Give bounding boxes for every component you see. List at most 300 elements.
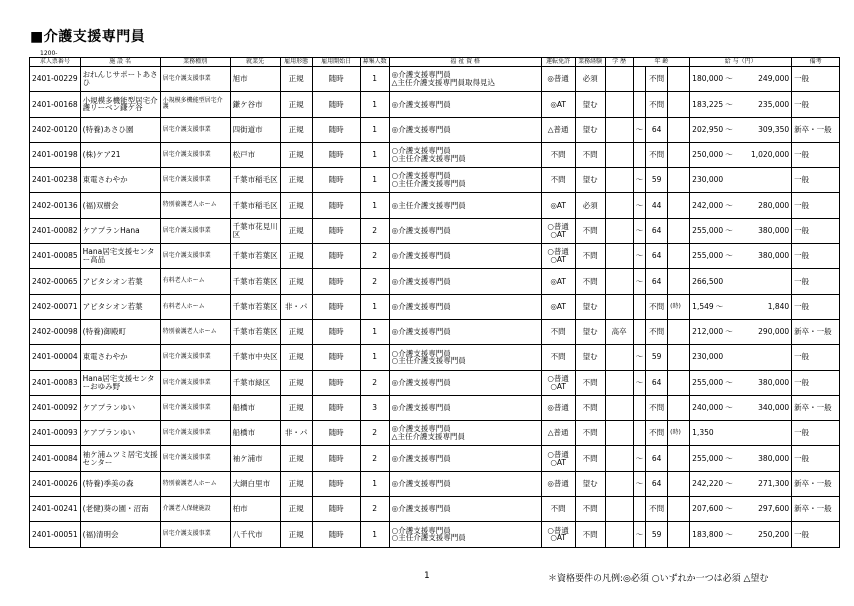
recruit-count: 2: [360, 497, 389, 522]
header-name: 施 設 名: [80, 58, 160, 67]
header-location: 就業先: [230, 58, 280, 67]
salary-tilde: ～: [725, 150, 733, 160]
age: 64: [646, 370, 668, 395]
education: [605, 67, 633, 92]
age: 59: [646, 345, 668, 370]
facility-name: アピタシオン若葉: [80, 269, 160, 294]
salary-range: [692, 379, 789, 387]
salary-tilde: ～: [725, 377, 733, 387]
start-date: 随時: [312, 446, 360, 471]
license: [541, 395, 575, 420]
code-label: 1200-: [40, 50, 58, 57]
note: 一般: [792, 244, 840, 269]
age-prefix: ～: [633, 218, 646, 243]
salary-min: 255,000: [692, 453, 724, 463]
qualification-line: ◎介護支援専門員: [391, 377, 451, 387]
age: 64: [646, 218, 668, 243]
age: 不問: [646, 67, 668, 92]
experience: 望む: [575, 345, 605, 370]
job-id: 2401-00083: [30, 370, 81, 395]
license-line: ○普通: [547, 247, 569, 257]
table-row: [30, 446, 840, 471]
license: [541, 92, 575, 117]
business-type: 居宅介護支援事業: [160, 168, 230, 193]
salary-tilde: ～: [725, 529, 733, 539]
salary-range: [692, 505, 789, 513]
age: 64: [646, 446, 668, 471]
qualification: [389, 395, 541, 420]
work-location: 船橋市: [230, 421, 280, 446]
salary-max: 290,000: [758, 327, 790, 337]
license-line: ◎AT: [550, 301, 567, 311]
note: 一般: [792, 218, 840, 243]
license-line: ○AT: [550, 381, 567, 391]
license: [541, 269, 575, 294]
work-location: 松戸市: [230, 142, 280, 167]
header-license: 運転免許: [541, 58, 575, 67]
salary-tilde: ～: [725, 453, 733, 463]
facility-name: 東電さわやか: [80, 345, 160, 370]
qualification: [389, 497, 541, 522]
license-line: ○普通: [547, 373, 569, 383]
salary-range: [692, 404, 789, 412]
facility-name: (老健)葵の園・沼南: [80, 497, 160, 522]
salary: [690, 244, 792, 269]
business-type: 居宅介護支援事業: [160, 67, 230, 92]
facility-name: Hana居宅支援センターおゆみ野: [80, 370, 160, 395]
age: 不問: [646, 319, 668, 344]
start-date: 随時: [312, 218, 360, 243]
header-age: 年 齢: [633, 58, 690, 67]
work-location: 船橋市: [230, 395, 280, 420]
qualification-line: ○主任介護支援専門員: [391, 356, 466, 366]
business-type: 有料老人ホーム: [160, 294, 230, 319]
qualification-line: ◎介護支援専門員: [391, 453, 451, 463]
education: [605, 446, 633, 471]
experience: 望む: [575, 92, 605, 117]
salary-min: 1,549: [692, 301, 714, 311]
age: 44: [646, 193, 668, 218]
business-type: 居宅介護支援事業: [160, 218, 230, 243]
note: 一般: [792, 92, 840, 117]
qualification: [389, 421, 541, 446]
table-row: [30, 345, 840, 370]
license-line: 不問: [550, 150, 566, 160]
salary: [690, 471, 792, 496]
salary-tilde: ～: [725, 99, 733, 109]
license: [541, 244, 575, 269]
start-date: 随時: [312, 117, 360, 142]
recruit-count: 1: [360, 92, 389, 117]
experience: 必須: [575, 67, 605, 92]
facility-name: ケアプランHana: [80, 218, 160, 243]
start-date: 随時: [312, 142, 360, 167]
start-date: 随時: [312, 370, 360, 395]
qualification-line: ○主任介護支援専門員: [391, 154, 466, 164]
note: 新卒・一般: [792, 395, 840, 420]
salary-min: 266,500: [692, 276, 724, 286]
job-id: 2401-00004: [30, 345, 81, 370]
license-line: 不問: [550, 504, 566, 514]
salary: [690, 294, 792, 319]
experience: 不問: [575, 395, 605, 420]
age-prefix: ～: [633, 193, 646, 218]
qualification: [389, 218, 541, 243]
salary: [690, 345, 792, 370]
age: 不問: [646, 497, 668, 522]
qualification-line: ◎主任介護支援専門員: [391, 200, 466, 210]
age-note: [668, 218, 690, 243]
age-note: [668, 142, 690, 167]
employment-form: 正規: [280, 471, 312, 496]
salary-tilde: ～: [715, 301, 724, 311]
salary: [690, 269, 792, 294]
facility-name: (福)双樹会: [80, 193, 160, 218]
note: 一般: [792, 522, 840, 547]
salary-min: 202,950: [692, 124, 724, 134]
note: 新卒・一般: [792, 471, 840, 496]
employment-form: 正規: [280, 92, 312, 117]
salary-range: [692, 126, 789, 134]
salary-min: 255,000: [692, 251, 724, 261]
job-id: 2401-00238: [30, 168, 81, 193]
facility-name: ケアプランゆい: [80, 421, 160, 446]
business-type: 居宅介護支援事業: [160, 421, 230, 446]
age-note: [668, 269, 690, 294]
license: [541, 193, 575, 218]
job-id: 2402-00071: [30, 294, 81, 319]
education: [605, 294, 633, 319]
age: 不問: [646, 395, 668, 420]
age: 不問: [646, 294, 668, 319]
qualification-line: ◎介護支援専門員: [391, 276, 451, 286]
employment-form: 正規: [280, 522, 312, 547]
license: [541, 294, 575, 319]
table-row: [30, 193, 840, 218]
facility-name: (株)ケア21: [80, 142, 160, 167]
qualification-line: ◎介護支援専門員: [391, 327, 451, 337]
education: [605, 193, 633, 218]
recruit-count: 1: [360, 522, 389, 547]
header-id: 求人票番号: [30, 58, 81, 67]
start-date: 随時: [312, 67, 360, 92]
salary: [690, 67, 792, 92]
qualification-line: ◎介護支援専門員: [391, 403, 451, 413]
job-id: 2401-00093: [30, 421, 81, 446]
salary-tilde: ～: [725, 504, 733, 514]
job-id: 2402-00136: [30, 193, 81, 218]
salary-range: [692, 75, 789, 83]
age: 不問: [646, 142, 668, 167]
education: [605, 522, 633, 547]
note: 新卒・一般: [792, 497, 840, 522]
table-row: [30, 142, 840, 167]
salary-range: [692, 353, 789, 361]
license-line: 不問: [550, 327, 566, 337]
employment-form: 正規: [280, 244, 312, 269]
facility-name: Hana居宅支援センター高品: [80, 244, 160, 269]
age-note: [668, 67, 690, 92]
qualification: [389, 168, 541, 193]
salary-range: [692, 252, 789, 260]
salary-tilde: ～: [725, 251, 733, 261]
education: [605, 421, 633, 446]
table-row: [30, 421, 840, 446]
work-location: 千葉市稲毛区: [230, 168, 280, 193]
employment-form: 正規: [280, 345, 312, 370]
start-date: 随時: [312, 92, 360, 117]
job-id: 2401-00085: [30, 244, 81, 269]
start-date: 随時: [312, 168, 360, 193]
salary: [690, 446, 792, 471]
experience: 不問: [575, 446, 605, 471]
license-line: ◎AT: [550, 99, 567, 109]
experience: 不問: [575, 497, 605, 522]
salary-max: 340,000: [758, 403, 790, 413]
job-id: 2402-00065: [30, 269, 81, 294]
experience: 不問: [575, 218, 605, 243]
salary-min: 240,000: [692, 403, 724, 413]
age: 59: [646, 522, 668, 547]
job-id: 2401-00026: [30, 471, 81, 496]
recruit-count: 2: [360, 421, 389, 446]
license: [541, 218, 575, 243]
salary-range: [692, 151, 789, 159]
salary-max: 249,000: [758, 74, 790, 84]
employment-form: 正規: [280, 67, 312, 92]
note: 一般: [792, 294, 840, 319]
license-line: ○AT: [550, 533, 567, 543]
experience: 不問: [575, 269, 605, 294]
salary-tilde: ～: [725, 124, 733, 134]
qualification: [389, 92, 541, 117]
salary-tilde: ～: [725, 478, 733, 488]
experience: 望む: [575, 168, 605, 193]
salary: [690, 522, 792, 547]
recruit-count: 2: [360, 244, 389, 269]
salary-max: 271,300: [758, 478, 790, 488]
facility-name: ケアプランゆい: [80, 395, 160, 420]
job-id: 2401-00082: [30, 218, 81, 243]
employment-form: 正規: [280, 218, 312, 243]
education: [605, 370, 633, 395]
age-note: (時): [668, 294, 690, 319]
start-date: 随時: [312, 471, 360, 496]
work-location: 四街道市: [230, 117, 280, 142]
license-line: ◎普通: [547, 478, 569, 488]
salary-max: 380,000: [758, 251, 790, 261]
age-note: [668, 446, 690, 471]
employment-form: 正規: [280, 370, 312, 395]
work-location: 千葉市若葉区: [230, 319, 280, 344]
experience: 不問: [575, 244, 605, 269]
salary: [690, 395, 792, 420]
business-type: 特別養護老人ホーム: [160, 193, 230, 218]
employment-form: 非・パ: [280, 421, 312, 446]
business-type: 特別養護老人ホーム: [160, 471, 230, 496]
license: [541, 446, 575, 471]
recruit-count: 1: [360, 345, 389, 370]
note: 一般: [792, 421, 840, 446]
education: [605, 142, 633, 167]
page-title: ■介護支援専門員: [30, 29, 146, 45]
age: 不問: [646, 421, 668, 446]
start-date: 随時: [312, 269, 360, 294]
table-row: [30, 497, 840, 522]
experience: 望む: [575, 471, 605, 496]
work-location: 千葉市緑区: [230, 370, 280, 395]
license: [541, 370, 575, 395]
qualification: [389, 142, 541, 167]
salary-tilde: ～: [725, 74, 733, 84]
note: 一般: [792, 142, 840, 167]
license-line: 不問: [550, 175, 566, 185]
age-note: [668, 117, 690, 142]
facility-name: おれんじサポートあさひ: [80, 67, 160, 92]
experience: 望む: [575, 117, 605, 142]
education: [605, 218, 633, 243]
business-type: 居宅介護支援事業: [160, 345, 230, 370]
qualification-line: ◎介護支援専門員: [391, 70, 451, 80]
qualification: [389, 117, 541, 142]
age: 64: [646, 244, 668, 269]
facility-name: 袖ケ浦ムツミ居宅支援センター: [80, 446, 160, 471]
salary-range: [692, 278, 789, 286]
age-prefix: ～: [633, 244, 646, 269]
education: [605, 497, 633, 522]
experience: 必須: [575, 193, 605, 218]
note: 一般: [792, 370, 840, 395]
note: 一般: [792, 269, 840, 294]
job-id: 2401-00092: [30, 395, 81, 420]
license-line: ○AT: [550, 229, 567, 239]
facility-name: (特養)御殿町: [80, 319, 160, 344]
employment-form: 正規: [280, 319, 312, 344]
qualification: [389, 446, 541, 471]
legend: ＊資格要件の凡例:◎必須 ○いずれか一つは必須 △望む: [548, 574, 769, 584]
business-type: 居宅介護支援事業: [160, 370, 230, 395]
business-type: 居宅介護支援事業: [160, 522, 230, 547]
note: 一般: [792, 193, 840, 218]
qualification-line: ◎介護支援専門員: [391, 251, 451, 261]
facility-name: (特養)あさひ園: [80, 117, 160, 142]
age-note: [668, 395, 690, 420]
salary: [690, 168, 792, 193]
note: 一般: [792, 67, 840, 92]
table-row: [30, 522, 840, 547]
header-note: 備考: [792, 58, 840, 67]
start-date: 随時: [312, 497, 360, 522]
license-line: ◎AT: [550, 200, 567, 210]
business-type: 居宅介護支援事業: [160, 395, 230, 420]
header-employment-form: 雇用形態: [280, 58, 312, 67]
work-location: 千葉市中央区: [230, 345, 280, 370]
start-date: 随時: [312, 421, 360, 446]
education: [605, 395, 633, 420]
salary-max: 250,200: [758, 529, 790, 539]
work-location: 袖ケ浦市: [230, 446, 280, 471]
work-location: 千葉市稲毛区: [230, 193, 280, 218]
table-row: [30, 67, 840, 92]
salary-min: 230,000: [692, 175, 724, 185]
start-date: 随時: [312, 294, 360, 319]
work-location: 八千代市: [230, 522, 280, 547]
age-prefix: [633, 92, 646, 117]
education: [605, 168, 633, 193]
facility-name: (福)清明会: [80, 522, 160, 547]
education: [605, 92, 633, 117]
license: [541, 345, 575, 370]
header-row: [30, 58, 840, 67]
table-row: [30, 471, 840, 496]
license: [541, 522, 575, 547]
qualification: [389, 294, 541, 319]
age-prefix: ～: [633, 269, 646, 294]
start-date: 随時: [312, 345, 360, 370]
education: [605, 471, 633, 496]
recruit-count: 2: [360, 370, 389, 395]
start-date: 随時: [312, 522, 360, 547]
business-type: 居宅介護支援事業: [160, 244, 230, 269]
license-line: 不問: [550, 352, 566, 362]
qualification: [389, 522, 541, 547]
age: 不問: [646, 92, 668, 117]
qualification: [389, 67, 541, 92]
table-row: [30, 269, 840, 294]
salary-range: [692, 227, 789, 235]
work-location: 大網白里市: [230, 471, 280, 496]
note: 新卒・一般: [792, 319, 840, 344]
age-note: [668, 471, 690, 496]
recruit-count: 1: [360, 67, 389, 92]
age-prefix: ～: [633, 117, 646, 142]
qualification: [389, 193, 541, 218]
experience: 望む: [575, 319, 605, 344]
salary-min: 212,000: [692, 327, 724, 337]
license: [541, 142, 575, 167]
license: [541, 421, 575, 446]
salary-max: 380,000: [758, 453, 790, 463]
salary: [690, 218, 792, 243]
header-salary: 給 与（円）: [690, 58, 792, 67]
business-type: 介護老人保健施設: [160, 497, 230, 522]
employment-form: 正規: [280, 168, 312, 193]
age-note: (時): [668, 421, 690, 446]
qualification: [389, 471, 541, 496]
license: [541, 117, 575, 142]
header-type: 業務種別: [160, 58, 230, 67]
recruit-count: 2: [360, 218, 389, 243]
work-location: 千葉市花見川区: [230, 218, 280, 243]
qualification-line: △主任介護支援専門員: [391, 432, 465, 442]
education: [605, 244, 633, 269]
age-prefix: ～: [633, 446, 646, 471]
license: [541, 319, 575, 344]
employment-form: 正規: [280, 193, 312, 218]
employment-form: 正規: [280, 446, 312, 471]
salary-max: 235,000: [758, 99, 790, 109]
license-line: ◎普通: [547, 74, 569, 84]
business-type: 居宅介護支援事業: [160, 142, 230, 167]
page-number: 1: [424, 571, 430, 581]
age-note: [668, 345, 690, 370]
start-date: 随時: [312, 395, 360, 420]
qualification: [389, 319, 541, 344]
recruit-count: 2: [360, 269, 389, 294]
license-line: ○AT: [550, 255, 567, 265]
recruit-count: 1: [360, 319, 389, 344]
license-line: ◎普通: [547, 403, 569, 413]
